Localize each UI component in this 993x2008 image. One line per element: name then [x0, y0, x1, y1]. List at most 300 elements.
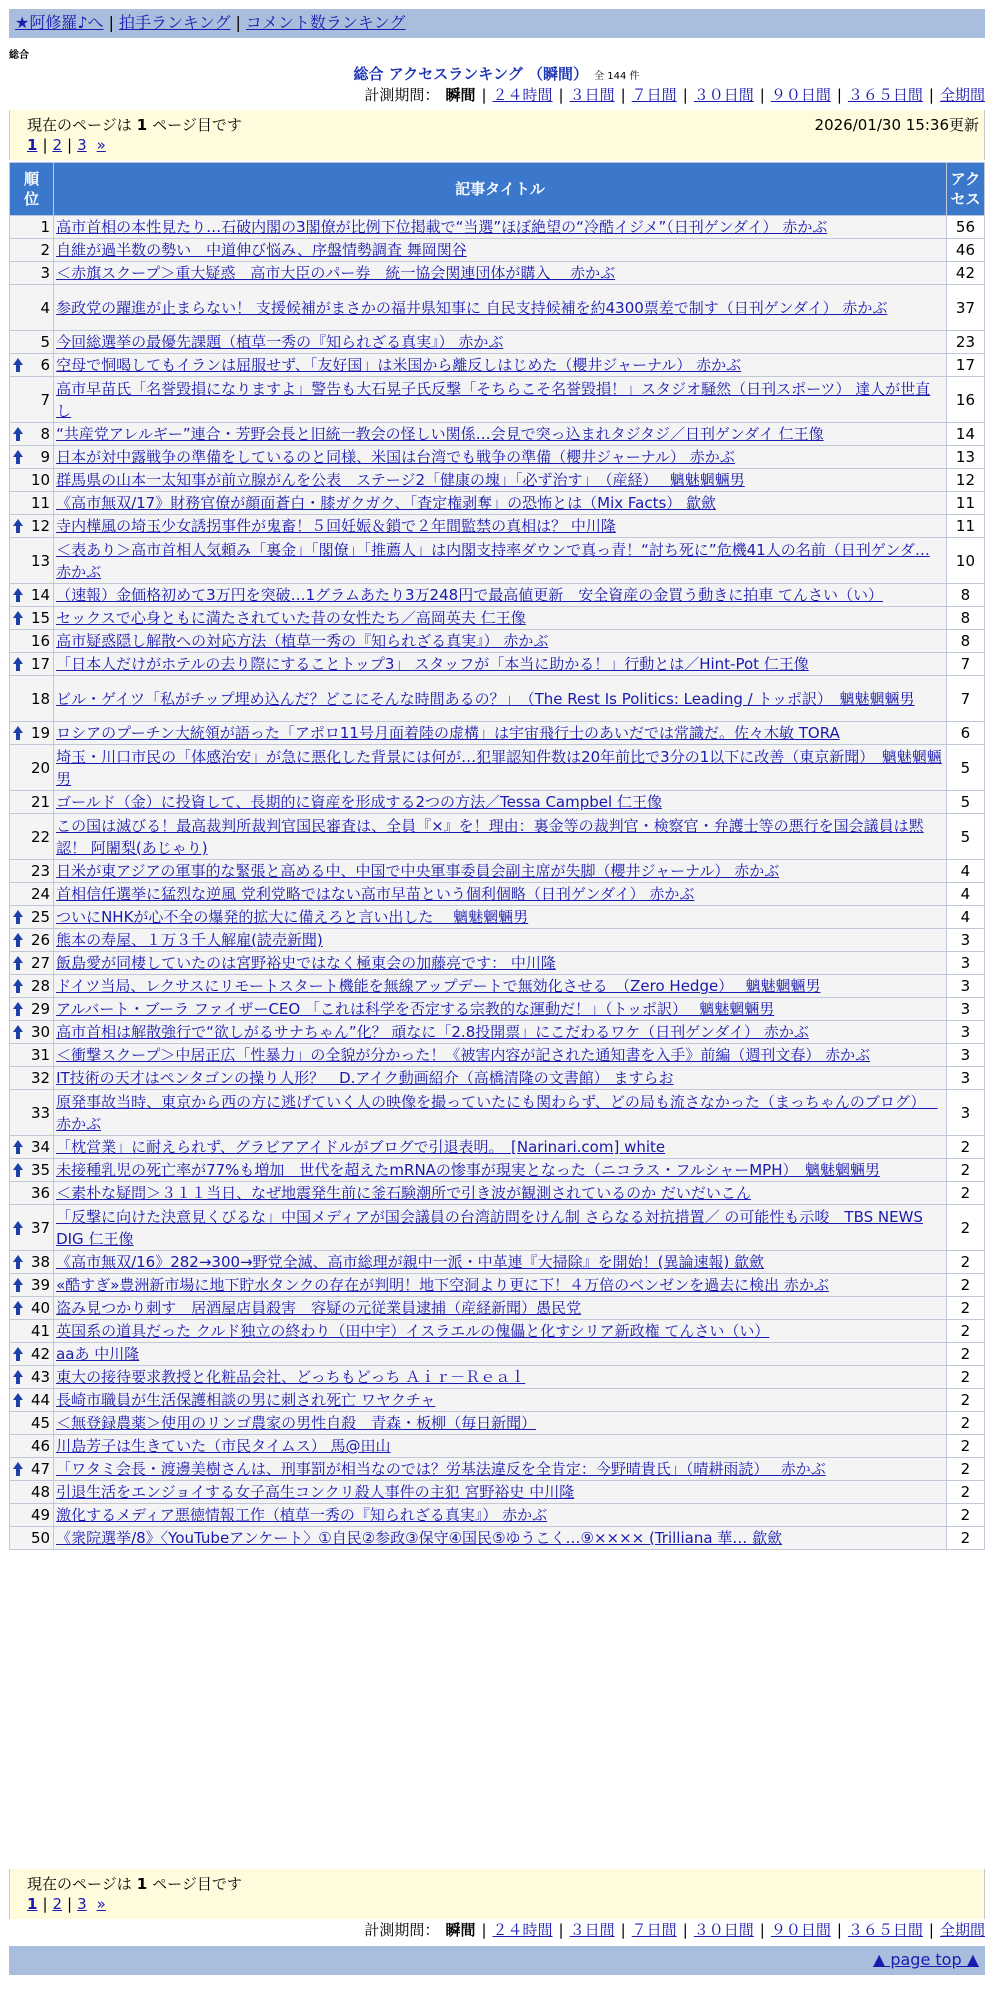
article-title-link[interactable]: IT技術の天才はペンタゴンの操り人形？ D.アイク動画紹介（高橋清隆の文書館） ますらお: [56, 1069, 674, 1087]
article-title-link[interactable]: 空母で恫喝してもイランは屈服せず、「友好国」は米国から離反しはじめた（櫻井ジャーナル） 赤かぶ: [56, 356, 742, 374]
article-title-link[interactable]: （速報）金価格初めて3万円を突破…1グラムあたり3万248円で最高値更新 安全資産の金買う動きに拍車 てんさい（い）: [56, 586, 883, 604]
table-row: [10, 1136, 984, 1158]
article-title-link[interactable]: 高市早苗氏「名誉毀損になりますよ」警告も大石晃子氏反撃「そちらこそ名誉毀損！」スタジオ騒然（日刊スポーツ） 達人が世直し: [56, 379, 931, 420]
article-title-link[interactable]: ＜無登録農薬＞使用のリンゴ農家の男性自殺 青森・板柳（毎日新聞）: [56, 1414, 537, 1432]
article-title-link[interactable]: “共産党アレルギー”連合・芳野会長と旧統一教会の怪しい関係…会見で突っ込まれタジタジ／日刊ゲンダイ 仁王像: [56, 425, 824, 443]
title-cell: [54, 423, 946, 445]
access-count: 3: [947, 1021, 984, 1043]
top-nav-bar: [9, 9, 985, 38]
table-row: [10, 377, 984, 422]
rank-cell: [10, 1251, 53, 1273]
article-title-link[interactable]: 「枕営業」に耐えられず、グラビアアイドルがブログで引退表明。 [Narinari.com] white: [56, 1138, 666, 1156]
title-cell: [54, 1297, 946, 1319]
rank-up-arrow-icon: [13, 519, 23, 533]
nav-link-clap-ranking[interactable]: 拍手ランキング: [118, 13, 231, 32]
title-cell: [54, 906, 946, 928]
table-row: [10, 630, 984, 652]
rank-number: 19: [30, 724, 51, 742]
rank-cell: [10, 952, 53, 974]
rank-up-arrow-icon: [13, 1140, 23, 1154]
rank-number: 37: [30, 1218, 51, 1237]
article-title-link[interactable]: ロシアのプーチン大統領が語った「アポロ11号月面着陸の虚構」は宇宙飛行士のあいだでは常識だ。佐々木敏 TORA: [56, 724, 840, 742]
access-count: 5: [947, 745, 984, 790]
rank-number: 22: [30, 827, 51, 846]
table-row: [10, 1458, 984, 1480]
table-row: [10, 239, 984, 261]
rank-number: 24: [30, 885, 51, 903]
article-title-link[interactable]: 飯島愛が同棲していたのは宮野裕史ではなく極東会の加藤亮です： 中川隆: [56, 954, 556, 972]
access-count: 2: [947, 1412, 984, 1434]
rank-cell: [10, 1044, 53, 1066]
access-count: 3: [947, 1090, 984, 1135]
period-link-all[interactable]: 全期間: [939, 86, 985, 104]
rank-cell: [10, 331, 53, 353]
rank-number: 29: [30, 1000, 51, 1018]
access-count: 2: [947, 1458, 984, 1480]
article-title-link[interactable]: «酷すぎ»豊洲新市場に地下貯水タンクの存在が判明！地下空洞より更に下！４万倍のベンゼンを過去に検出 赤かぶ: [56, 1276, 829, 1294]
table-row: [10, 998, 984, 1020]
article-title-link[interactable]: 高市疑惑隠し解散への対応方法（植草一秀の『知られざる真実』） 赤かぶ: [56, 632, 549, 650]
rank-number: 30: [30, 1023, 51, 1041]
access-count: 5: [947, 791, 984, 813]
title-cell: [54, 1067, 946, 1089]
table-row: [10, 1205, 984, 1250]
access-count: 3: [947, 1044, 984, 1066]
rank-cell: [10, 722, 53, 744]
table-row: [10, 1504, 984, 1526]
rank-cell: [10, 975, 53, 997]
table-row: [10, 1527, 984, 1549]
access-count: 8: [947, 630, 984, 652]
rank-number: 31: [30, 1046, 51, 1064]
updated-timestamp: 2026/01/30 15:36更新: [814, 116, 979, 134]
rank-number: 7: [40, 390, 51, 409]
period-link-24h-bottom[interactable]: ２４時間: [492, 1921, 553, 1939]
period-link-7d-bottom[interactable]: ７日間: [631, 1921, 677, 1939]
period-link-30d-bottom[interactable]: ３０日間: [693, 1921, 754, 1939]
table-row: [10, 446, 984, 468]
rank-cell: [10, 1182, 53, 1204]
rank-up-arrow-icon: [13, 1002, 23, 1016]
title-cell: [54, 1044, 946, 1066]
rank-number: 12: [30, 517, 51, 535]
rank-up-arrow-icon: [13, 910, 23, 924]
rank-up-arrow-icon: [13, 933, 23, 947]
title-cell: [54, 607, 946, 629]
table-header-row: [10, 163, 984, 215]
rank-up-arrow-icon: [13, 611, 23, 625]
table-row: [10, 860, 984, 882]
title-cell: [54, 1481, 946, 1503]
article-title-link[interactable]: 英国系の道具だった クルド独立の終わり（田中宇）イスラエルの傀儡と化すシリア新政権 てんさい（い）: [56, 1322, 770, 1340]
period-link-24h[interactable]: ２４時間: [492, 86, 553, 104]
period-link-90d-bottom[interactable]: ９０日間: [770, 1921, 831, 1939]
nav-link-comment-ranking[interactable]: コメント数ランキング: [245, 13, 406, 32]
table-row: [10, 745, 984, 790]
rank-number: 4: [40, 298, 51, 317]
rank-up-arrow-icon: [13, 358, 23, 372]
rank-number: 45: [30, 1414, 51, 1432]
title-cell: [54, 814, 946, 859]
article-title-link[interactable]: 《衆院選挙/8》〈YouTubeアンケート〉①自民②参政③保守④国民⑤ゆうこく…⑨×××× (Trilliana 華… 歙歛: [56, 1529, 783, 1547]
rank-cell: [10, 998, 53, 1020]
article-title-link[interactable]: 日米が東アジアの軍事的な緊張と高める中、中国で中央軍事委員会副主席が失脚（櫻井ジャーナル） 赤かぶ: [56, 862, 780, 880]
rank-cell: [10, 354, 53, 376]
table-row: [10, 607, 984, 629]
access-count: 2: [947, 1343, 984, 1365]
table-row: [10, 515, 984, 537]
article-title-link[interactable]: 引退生活をエンジョイする女子高生コンクリ殺人事件の主犯 宮野裕史 中川隆: [56, 1483, 575, 1501]
article-title-link[interactable]: 盗み見つかり刺す 居酒屋店員殺害 容疑の元従業員逮捕（産経新聞）愚民党: [56, 1299, 582, 1317]
article-title-link[interactable]: 「日本人だけがホテルの去り際にすることトップ3」 スタッフが「本当に助かる！」行動とは／Hint-Pot 仁王像: [56, 655, 809, 673]
article-title-link[interactable]: セックスで心身ともに満たされていた昔の女性たち／高岡英夫 仁王像: [56, 609, 526, 627]
access-count: 2: [947, 1182, 984, 1204]
article-title-link[interactable]: 今回総選挙の最優先課題（植草一秀の『知られざる真実』） 赤かぶ: [56, 333, 504, 351]
access-count: 2: [947, 1320, 984, 1342]
rank-number: 39: [30, 1276, 51, 1294]
table-row: [10, 1389, 984, 1411]
period-link-all-bottom[interactable]: 全期間: [939, 1921, 985, 1939]
title-cell: [54, 239, 946, 261]
rank-cell: [10, 1320, 53, 1342]
table-row: [10, 1044, 984, 1066]
table-row: [10, 1159, 984, 1181]
table-row: [10, 262, 984, 284]
rank-cell: [10, 607, 53, 629]
rank-cell: [10, 285, 53, 330]
nav-separator: |: [108, 13, 114, 32]
rank-up-arrow-icon: [13, 1221, 23, 1235]
rank-up-arrow-icon: [13, 726, 23, 740]
title-cell: [54, 860, 946, 882]
rank-cell: [10, 1504, 53, 1526]
header-title: 記事タイトル: [54, 163, 946, 215]
period-link-3d-bottom[interactable]: ３日間: [569, 1921, 615, 1939]
access-count: 13: [947, 446, 984, 468]
pagination-bottom: 1 | 2 | 3 »: [27, 1895, 106, 1913]
title-cell: [54, 1136, 946, 1158]
rank-up-arrow-icon: [13, 450, 23, 464]
rank-cell: [10, 1136, 53, 1158]
article-title-link[interactable]: ドイツ当局、レクサスにリモートスタート機能を無線アップデートで無効化させる （Zero Hedge） 魑魅魍魎男: [56, 977, 821, 995]
rank-up-arrow-icon: [13, 588, 23, 602]
article-title-link[interactable]: ビル・ゲイツ「私がチップ埋め込んだ？どこにそんな時間あるの？」 （The Rest Is Politics: Leading / トッポ訳） 魑魅魍魎男: [56, 689, 915, 708]
rank-number: 10: [30, 471, 51, 489]
table-row: [10, 1481, 984, 1503]
rank-up-arrow-icon: [13, 1347, 23, 1361]
access-count: 17: [947, 354, 984, 376]
table-row: [10, 1366, 984, 1388]
rank-up-arrow-icon: [13, 1393, 23, 1407]
nav-link-ashura[interactable]: ★阿修羅♪へ: [15, 13, 104, 32]
rank-cell: [10, 515, 53, 537]
access-count: 2: [947, 1389, 984, 1411]
article-title-link[interactable]: ついにNHKが心不全の爆発的拡大に備えろと言い出した 魑魅魍魎男: [56, 908, 529, 926]
period-link-365d-bottom[interactable]: ３６５日間: [847, 1921, 923, 1939]
title-cell: [54, 676, 946, 721]
page-link-3-bottom[interactable]: 3: [77, 1895, 87, 1913]
page-top-link[interactable]: ▲ page top ▲: [872, 1950, 979, 1969]
rank-up-arrow-icon: [13, 427, 23, 441]
period-selector-top: 計測期間： 瞬間 | ２４時間 | ３日間 | ７日間 | ３０日間 | ９０日間 | ３６５日間 | 全期間: [364, 86, 985, 104]
table-row: [10, 814, 984, 859]
rank-number: 28: [30, 977, 51, 995]
rank-up-arrow-icon: [13, 1370, 23, 1384]
article-title-link[interactable]: 「反撃に向けた決意見くびるな」中国メディアが国会議員の台湾訪問をけん制 さらなる対抗措置／ の可能性も示唆 TBS NEWS DIG 仁王像: [56, 1207, 923, 1248]
article-title-link[interactable]: ゴールド（金）に投資して、長期的に資産を形成する2つの方法／Tessa Campbel 仁王像: [56, 793, 662, 811]
rank-cell: [10, 906, 53, 928]
rank-number: 25: [30, 908, 51, 926]
table-row: [10, 1274, 984, 1296]
table-row: [10, 975, 984, 997]
article-title-link[interactable]: 群馬県の山本一太知事が前立腺がんを公表 ステージ2「健康の塊」「必ず治す」 （産経） 魑魅魍魎男: [56, 471, 745, 489]
article-title-link[interactable]: 激化するメディア悪徳情報工作（植草一秀の『知られざる真実』） 赤かぶ: [56, 1506, 548, 1524]
access-count: 14: [947, 423, 984, 445]
article-title-link[interactable]: 《高市無双/16》282→300→野党全滅、高市総理が親中一派・中革連『大掃除』を開始！(異論速報) 歙歛: [56, 1253, 765, 1271]
table-row: [10, 791, 984, 813]
title-cell: [54, 883, 946, 905]
access-count: 3: [947, 998, 984, 1020]
table-row: [10, 469, 984, 491]
article-title-link[interactable]: アルバート・ブーラ ファイザーCEO 「これは科学を否定する宗教的な運動だ！」（トッポ訳） 魑魅魍魎男: [56, 1000, 775, 1018]
rank-number: 17: [30, 655, 51, 673]
period-link-90d[interactable]: ９０日間: [770, 86, 831, 104]
rank-cell: [10, 1343, 53, 1365]
rank-number: 16: [30, 632, 51, 650]
access-count: 2: [947, 1435, 984, 1457]
access-count: 2: [947, 1205, 984, 1250]
article-title-link[interactable]: 自維が過半数の勢い 中道伸び悩み、序盤情勢調査 舞岡関谷: [56, 241, 467, 259]
page-link-2-bottom[interactable]: 2: [52, 1895, 63, 1913]
rank-number: 44: [30, 1391, 51, 1409]
rank-number: 50: [30, 1529, 51, 1547]
title-cell: [54, 998, 946, 1020]
period-link-365d[interactable]: ３６５日間: [847, 86, 923, 104]
rank-cell: [10, 446, 53, 468]
article-title-link[interactable]: 長崎市職員が生活保護相談の男に刺され死亡 ワヤクチャ: [56, 1391, 436, 1409]
bottom-bar: [9, 1946, 985, 1975]
title-cell: [54, 216, 946, 238]
table-row: [10, 1182, 984, 1204]
period-link-3d[interactable]: ３日間: [569, 86, 615, 104]
rank-number: 6: [40, 356, 51, 374]
title-cell: [54, 492, 946, 514]
rank-number: 49: [30, 1506, 51, 1524]
rank-cell: [10, 860, 53, 882]
rank-number: 21: [30, 793, 51, 811]
table-row: [10, 1435, 984, 1457]
access-count: 2: [947, 1297, 984, 1319]
title-cell: [54, 1182, 946, 1204]
page-link-1-bottom[interactable]: 1: [27, 1895, 38, 1913]
rank-number: 27: [30, 954, 51, 972]
rank-number: 33: [30, 1103, 51, 1122]
title-cell: [54, 377, 946, 422]
rank-number: 2: [40, 241, 51, 259]
title-cell: [54, 1274, 946, 1296]
pagination-top: 1 | 2 | 3 »: [27, 136, 106, 154]
access-count: 2: [947, 1159, 984, 1181]
rank-cell: [10, 239, 53, 261]
page-link-next-bottom[interactable]: »: [96, 1895, 106, 1913]
article-title-link[interactable]: aaあ 中川隆: [56, 1345, 140, 1363]
access-count: 2: [947, 1251, 984, 1273]
table-row: [10, 1412, 984, 1434]
table-row: [10, 1343, 984, 1365]
access-count: 42: [947, 262, 984, 284]
access-count: 10: [947, 538, 984, 583]
title-cell: [54, 285, 946, 330]
title-cell: [54, 630, 946, 652]
rank-number: 26: [30, 931, 51, 949]
article-title-link[interactable]: この国は滅びる！最高裁判所裁判官国民審査は、全員『×』を！理由：裏金等の裁判官・検察官・弁護士等の悪行を国会議員は黙認！ 阿闍梨(あじゃり): [56, 816, 924, 857]
title-cell: [54, 1251, 946, 1273]
article-title-link[interactable]: 川島芳子は生きていた（市民タイムス） 馬@田山: [56, 1437, 391, 1455]
rank-cell: [10, 423, 53, 445]
table-row: [10, 1320, 984, 1342]
ranking-total-count: 全 144 件: [594, 71, 640, 82]
ranking-title-block: [0, 63, 993, 84]
table-row: [10, 653, 984, 675]
rank-number: 42: [30, 1345, 51, 1363]
access-count: 4: [947, 906, 984, 928]
article-title-link[interactable]: 首相信任選挙に猛烈な逆風 党利党略ではない高市早苗という個利個略（日刊ゲンダイ） 赤かぶ: [56, 885, 695, 903]
rank-number: 38: [30, 1253, 51, 1271]
article-title-link[interactable]: 日本が対中露戦争の準備をしているのと同様、米国は台湾でも戦争の準備（櫻井ジャーナル） 赤かぶ: [56, 448, 735, 466]
article-title-link[interactable]: 熊本の寿屋、１万３千人解雇(読売新聞): [56, 931, 323, 949]
header-rank: 順位: [10, 163, 53, 215]
access-count: 56: [947, 216, 984, 238]
article-title-link[interactable]: ＜素朴な疑問＞３１１当日、なぜ地震発生前に釜石験潮所で引き波が観測されているのか だいだいこん: [56, 1184, 751, 1202]
rank-number: 43: [30, 1368, 51, 1386]
article-title-link[interactable]: 「ワタミ会長・渡邊美樹さんは、刑事罰が相当なのでは？労基法違反を全肯定：今野晴貴氏」（晴耕雨読） 赤かぶ: [56, 1460, 826, 1478]
rank-cell: [10, 1527, 53, 1549]
access-count: 8: [947, 584, 984, 606]
breadcrumb: 総合: [9, 50, 29, 61]
table-row: [10, 492, 984, 514]
title-cell: [54, 791, 946, 813]
rank-cell: [10, 1205, 53, 1250]
rank-number: 40: [30, 1299, 51, 1317]
article-title-link[interactable]: 参政党の躍進が止まらない！ 支援候補がまさかの福井県知事に 自民支持候補を約4300票差で制す（日刊ゲンダイ） 赤かぶ: [56, 298, 888, 317]
rank-cell: [10, 1458, 53, 1480]
current-page-text-bottom: 現在のページは 1 ページ目です: [27, 1875, 242, 1893]
rank-cell: [10, 676, 53, 721]
table-row: [10, 1090, 984, 1135]
title-cell: [54, 1412, 946, 1434]
table-row: [10, 423, 984, 445]
access-count: 3: [947, 929, 984, 951]
rank-cell: [10, 1067, 53, 1089]
access-count: 23: [947, 331, 984, 353]
page-link-3[interactable]: 3: [77, 136, 87, 154]
article-title-link[interactable]: 東大の接待要求教授と化粧品会社、どっちもどっち Ａｉｒ－Ｒｅａｌ: [56, 1368, 526, 1386]
period-link-7d[interactable]: ７日間: [631, 86, 677, 104]
rank-cell: [10, 469, 53, 491]
title-cell: [54, 952, 946, 974]
article-title-link[interactable]: 埼玉・川口市民の「体感治安」が急に悪化した背景には何が…犯罪認知件数は20年前比で3分の1以下に改善（東京新聞） 魑魅魍魎男: [56, 747, 942, 788]
rank-number: 41: [30, 1322, 51, 1340]
rank-cell: [10, 1481, 53, 1503]
table-row: [10, 216, 984, 238]
access-count: 2: [947, 1274, 984, 1296]
page-link-next[interactable]: »: [96, 136, 106, 154]
title-cell: [54, 745, 946, 790]
rank-cell: [10, 929, 53, 951]
rank-number: 11: [30, 494, 51, 512]
article-title-link[interactable]: 寺内樺風の埼玉少女誘拐事件が鬼畜！５回妊娠＆鎖で２年間監禁の真相は？ 中川隆: [56, 517, 616, 535]
rank-number: 23: [30, 862, 51, 880]
title-cell: [54, 975, 946, 997]
title-cell: [54, 354, 946, 376]
article-title-link[interactable]: 原発事故当時、東京から西の方に逃げていく人の映像を撮っていたにも関わらず、どの局も流さなかった（まっちゃんのブログ） 赤かぶ: [56, 1092, 938, 1133]
title-cell: [54, 584, 946, 606]
access-count: 6: [947, 722, 984, 744]
page-link-1[interactable]: 1: [27, 136, 38, 154]
rank-number: 3: [40, 264, 51, 282]
period-current: 瞬間: [445, 86, 476, 104]
title-cell: [54, 722, 946, 744]
rank-up-arrow-icon: [13, 1255, 23, 1269]
rank-cell: [10, 1435, 53, 1457]
rank-number: 18: [30, 689, 51, 708]
rank-cell: [10, 538, 53, 583]
article-title-link[interactable]: 《高市無双/17》財務官僚が顔面蒼白・膝ガクガク、「査定権剥奪」の恐怖とは（Mix Facts） 歙歛: [56, 494, 717, 512]
rank-number: 46: [30, 1437, 51, 1455]
title-cell: [54, 1159, 946, 1181]
title-cell: [54, 469, 946, 491]
rank-up-arrow-icon: [13, 1462, 23, 1476]
access-count: 4: [947, 883, 984, 905]
page-link-2[interactable]: 2: [52, 136, 63, 154]
article-title-link[interactable]: ＜赤旗スクープ＞重大疑惑 高市大臣のパー券 統一協会関連団体が購入 赤かぶ: [56, 264, 616, 282]
rank-cell: [10, 1274, 53, 1296]
rank-cell: [10, 1159, 53, 1181]
page-info-bottom: [9, 1869, 985, 1919]
access-count: 11: [947, 492, 984, 514]
title-cell: [54, 1090, 946, 1135]
rank-up-arrow-icon: [13, 1301, 23, 1315]
access-count: 2: [947, 1527, 984, 1549]
rank-number: 35: [30, 1161, 51, 1179]
rank-number: 47: [30, 1460, 51, 1478]
article-title-link[interactable]: ＜衝撃スクープ＞中居正広「性暴力」の全貌が分かった！《被害内容が記された通知書を入手》前編（週刊文春） 赤かぶ: [56, 1046, 871, 1064]
table-row: [10, 538, 984, 583]
rank-cell: [10, 791, 53, 813]
article-title-link[interactable]: ＜表あり＞高市首相人気頼み「裏金」「閣僚」「推薦人」は内閣支持率ダウンで真っ青！“討ち死に”危機41人の名前（日刊ゲンダ… 赤かぶ: [56, 540, 930, 581]
rank-up-arrow-icon: [13, 979, 23, 993]
article-title-link[interactable]: 未接種乳児の死亡率が77%も増加 世代を超えたmRNAの惨事が現実となった（ニコラス・フルシャーMPH） 魑魅魍魎男: [56, 1161, 880, 1179]
ranking-table-body: [10, 216, 984, 1549]
article-title-link[interactable]: 高市首相の本性見たり…石破内閣の3閣僚が比例下位掲載で“当選”ほぼ絶望の“冷酷イジメ”（日刊ゲンダイ） 赤かぶ: [56, 218, 828, 236]
access-count: 8: [947, 607, 984, 629]
title-cell: [54, 1504, 946, 1526]
rank-cell: [10, 377, 53, 422]
title-cell: [54, 1435, 946, 1457]
article-title-link[interactable]: 高市首相は解散強行で“欲しがるサナちゃん”化？ 頑なに「2.8投開票」にこだわるワケ（日刊ゲンダイ） 赤かぶ: [56, 1023, 809, 1041]
access-count: 37: [947, 285, 984, 330]
table-row: [10, 952, 984, 974]
title-cell: [54, 446, 946, 468]
page-info-top: [9, 110, 985, 160]
table-row: [10, 929, 984, 951]
title-cell: [54, 1458, 946, 1480]
table-row: [10, 1067, 984, 1089]
title-cell: [54, 1205, 946, 1250]
rank-number: 13: [30, 551, 51, 570]
title-cell: [54, 1343, 946, 1365]
period-link-30d[interactable]: ３０日間: [693, 86, 754, 104]
